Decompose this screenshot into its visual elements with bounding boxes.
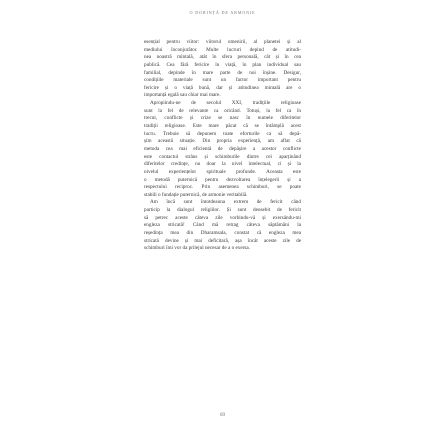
text-line: nivelul experiențelor spirituale profunde. Aceasta este — [144, 168, 301, 175]
text-line: familial, depinde în mare parte de noi înșine. Desigur, — [144, 69, 301, 76]
text-line: o metodă puternică pentru dezvoltarea înțelegerii și a — [144, 176, 301, 183]
text-line: Am încă sunt întotdeauna extrem de fericit când — [150, 199, 301, 206]
text-line: să petrec aceste câteva zile vorbindu-vă și exersându-mi — [144, 214, 301, 221]
text-line: sunt la fel de relevante ca oricând. Totuși, la fel ca în — [144, 107, 301, 114]
text-line: mediului înconjurător. Multe lucruri depind de atitudi- — [144, 46, 301, 53]
text-line: stabili o fundație puternică, de armonie veritabilă. — [144, 191, 248, 198]
text-line: esențial pentru viitor: viitorul omenirii, al planetei și al — [144, 39, 301, 45]
text-line: reședința mea din Dharamsala, constat că engleza mea — [144, 230, 301, 237]
text-line: tradiții religioase. Este mare păcat că se întâmplă acest — [144, 123, 301, 130]
text-line: șim această situație. Din propria experiență, am aflat că — [144, 138, 301, 145]
running-head: O DORINȚĂ DE ARMONIE — [189, 10, 256, 15]
text-line: este contactul strâns și schimburile dintre cei aparținând — [144, 153, 301, 160]
text-line: trecut, conflicte și crize se nasc în numele diferitelor — [144, 115, 301, 122]
page-number: 69 — [220, 413, 225, 418]
text-line: schimburi îmi vor da prilejul necesar de a o exersa. — [144, 245, 251, 252]
text-line: Apropiindu-ne de secolul XXI, tradițiile religioase — [150, 100, 301, 107]
text-line: condițiile materiale sunt un factor important pentru — [144, 77, 301, 84]
body-text — [144, 39, 301, 253]
text-line: lucru. Trebuie să depunem toate eforturile ca să depă- — [144, 130, 301, 137]
text-line: stricată devine și mai deficitară, așa încât aceste zile de — [144, 237, 301, 244]
text-line: particip la dialogul religiilor. Și sunt deosebit de fericit — [144, 207, 301, 214]
text-line: publică. Cea fără fericire în viață, în plan individual sau — [144, 61, 301, 68]
text-line: diferitelor credințe, nu doar la nivel intelectual, ci și la — [144, 161, 301, 168]
text-line: fericire și o viață bună, dar și atitudinea mintală are o — [144, 84, 301, 91]
text-line: respectului reciproc. Prin asemenea schimburi, se poate — [144, 184, 301, 191]
text-line: metoda cea mai eficientă de depășire a acestor conflicte — [144, 145, 301, 152]
text-line: nea noastră mintală, atât în sfera personală, cât și în cea — [144, 54, 301, 61]
text-line: engleza stricată! Când mă retrag câteva săptămâni la — [144, 222, 301, 229]
text-line: importanță egală sau chiar mai mare. — [144, 92, 221, 99]
